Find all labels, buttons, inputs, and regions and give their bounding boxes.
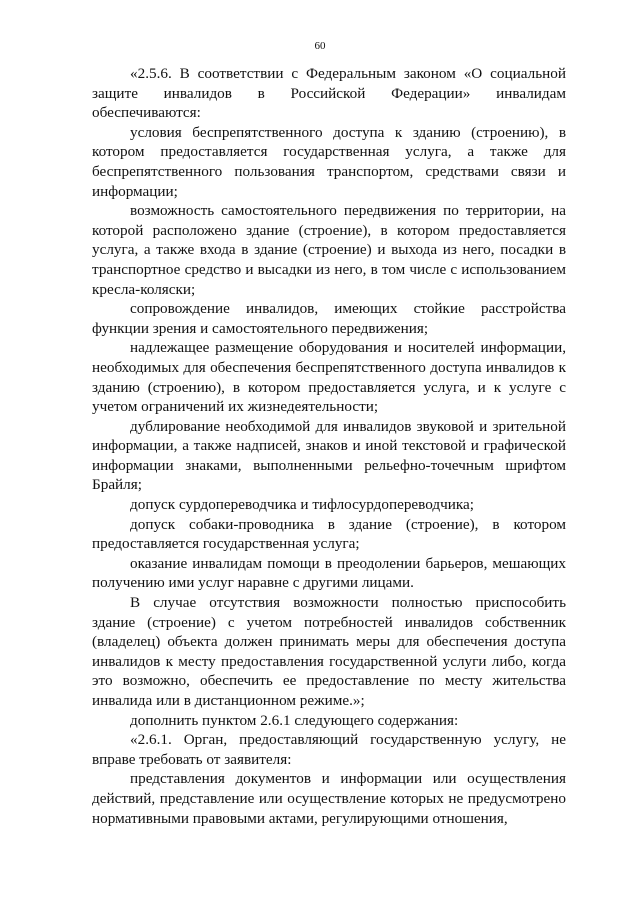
paragraph-barrier-assistance: оказание инвалидам помощи в преодолении барьеров, мешающих получению ими услуг наравне с другими лицами.: [92, 554, 566, 592]
document-body: [92, 64, 566, 828]
paragraph-movement: возможность самостоятельного передвижения по территории, на которой расположено здание (строение), в котором предоставляется услуга, а также входа в здание (строение) и выхода из него, посадки в транспортное средство и высадки из него, в том числе с использованием кресла-коляски;: [92, 202, 566, 298]
paragraph-sign-interpreter: допуск сурдопереводчика и тифлосурдопереводчика;: [130, 496, 474, 514]
paragraph-braille: дублирование необходимой для инвалидов звуковой и зрительной информации, а также надписей, знаков и иной текстовой и графической информации знаками, выполненными рельефно-точечным шрифтом Брайля;: [92, 417, 566, 494]
paragraph-2-5-6-intro: «2.5.6. В соответствии с Федеральным законом «О социальной защите инвалидов в Российской Федерации» инвалидам обеспечиваются:: [92, 65, 566, 122]
paragraph-documents-requirement: представления документов и информации или осуществления действий, представление или осуществление которых не предусмотрено нормативными правовыми актами, регулирующими отношения,: [92, 770, 566, 827]
page-number: 60: [314, 40, 326, 52]
paragraph-2-6-1: «2.6.1. Орган, предоставляющий государственную услугу, не вправе требовать от заявителя:: [92, 731, 566, 768]
paragraph-escort: сопровождение инвалидов, имеющих стойкие расстройства функции зрения и самостоятельного передвижения;: [92, 300, 566, 337]
paragraph-equipment-placement: надлежащее размещение оборудования и носителей информации, необходимых для обеспечения беспрепятственного доступа инвалидов к зданию (строению), в котором предоставляется услуга, и к услуге с учетом ограничений их жизнедеятельности;: [92, 339, 566, 416]
paragraph-add-2-6-1: дополнить пунктом 2.6.1 следующего содержания:: [130, 711, 459, 729]
paragraph-building-access: условия беспрепятственного доступа к зданию (строению), в котором предоставляется государственная услуга, а также для беспрепятственного пользования транспортом, средствами связи и информации;: [92, 123, 566, 200]
paragraph-guide-dog: допуск собаки-проводника в здание (строение), в котором предоставляется государственная услуга;: [92, 515, 566, 553]
paragraph-owner-measures: В случае отсутствия возможности полностью приспособить здание (строение) с учетом потребностей инвалидов собственник (владелец) объекта должен принимать меры для обеспечения доступа инвалидов к месту предоставления государственной услуги либо, когда это возможно, обеспечить ее предоставление по месту жительства инвалида или в дистанционном режиме.»;: [92, 594, 566, 709]
